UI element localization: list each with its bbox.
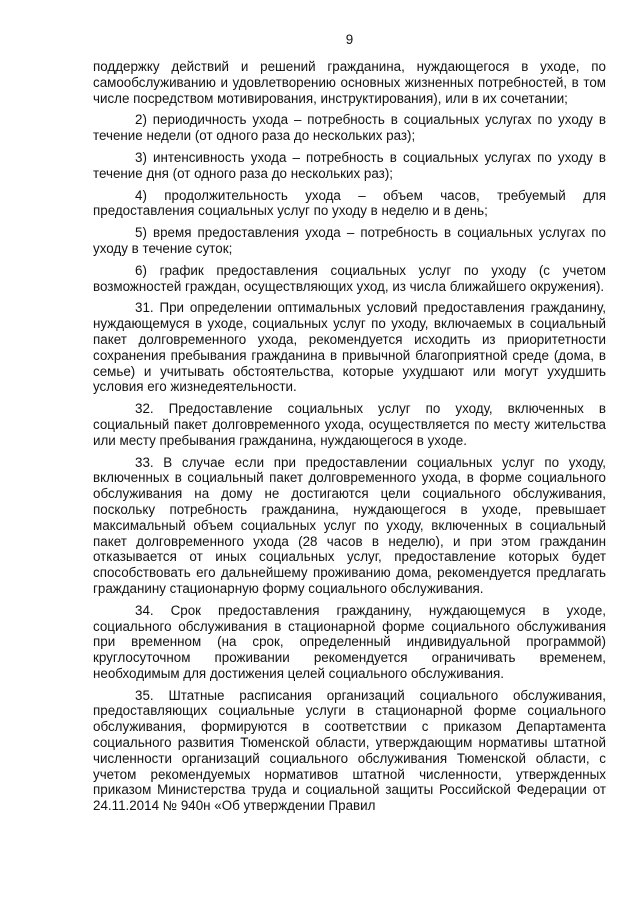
paragraph-33: 33. В случае если при предоставлении социальных услуг по уходу, включенных в социальный пакет долговременного ухода, в форме социального обслуживания на дому не достигаются цели социального обслуживания, поскольку потребность гражданина, нуждающегося в уходе, превышает максимальный объем социальных услуг по уходу, включенных в социальный пакет долговременного ухода (28 часов в неделю), и при этом гражданин отказывается от иных социальных услуг, предоставление которых будет способствовать его дальнейшему проживанию дома, рекомендуется предлагать гражданину стационарную форму социального обслуживания. [93,454,606,596]
document-body [93,59,606,814]
paragraph-item-2: 2) периодичность ухода – потребность в социальных услугах по уходу в течение недели (от одного раза до нескольких раз); [93,112,606,144]
paragraph-35: 35. Штатные расписания организаций социального обслуживания, предоставляющих социальные услуги в стационарной форме социального обслуживания, формируются в соответствии с приказом Департамента социального развития Тюменской области, утверждающим нормативы штатной численности организаций социального обслуживания Тюменской области, с учетом рекомендуемых нормативов штатной численности, утвержденных приказом Министерства труда и социальной защиты Российской Федерации от 24.11.2014 № 940н «Об утверждении Правил [93,687,606,814]
paragraph-item-6: 6) график предоставления социальных услуг по уходу (с учетом возможностей граждан, осуществляющих уход, из числа ближайшего окружения). [93,262,606,294]
paragraph-continuation: поддержку действий и решений гражданина, нуждающегося в уходе, по самообслуживанию и удовлетворению основных жизненных потребностей, в том числе посредством мотивирования, инструктирования), или в их сочетании; [93,59,606,106]
paragraph-item-5: 5) время предоставления ухода – потребность в социальных услугах по уходу в течение суток; [93,225,606,256]
paragraph-31: 31. При определении оптимальных условий предоставления гражданину, нуждающемуся в уходе, социальных услуг по уходу, включаемых в социальный пакет долговременного ухода, рекомендуется исходить из приоритетности сохранения пребывания гражданина в привычной благоприятной среде (дома, в семье) и учитывать обстоятельства, которые ухудшают или могут ухудшить условия его жизнедеятельности. [93,300,606,395]
paragraph-item-3: 3) интенсивность ухода – потребность в социальных услугах по уходу в течение дня (от одного раза до нескольких раз); [93,149,606,181]
paragraph-32: 32. Предоставление социальных услуг по уходу, включенных в социальный пакет долговременного ухода, осуществляется по месту жительства или месту пребывания гражданина, нуждающегося в уходе. [93,401,606,448]
page-number: 9 [345,32,354,47]
paragraph-item-4: 4) продолжительность ухода – объем часов, требуемый для предоставления социальных услуг по уходу в неделю и в день; [93,187,606,219]
paragraph-34: 34. Срок предоставления гражданину, нуждающемуся в уходе, социального обслуживания в стационарной форме социального обслуживания при временном (на срок, определенный индивидуальной программой) круглосуточном проживании рекомендуется ограничивать временем, необходимым для достижения целей социального обслуживания. [93,602,606,681]
